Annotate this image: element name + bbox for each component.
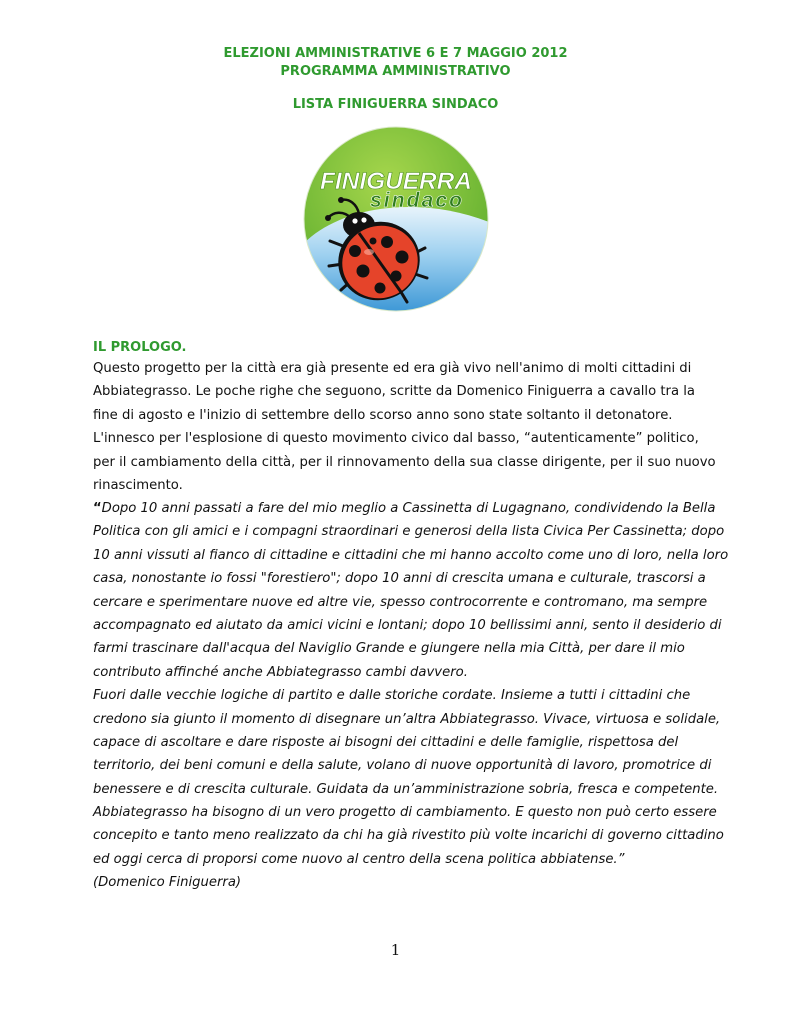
quote-line: farmi trascinare dall'acqua del Naviglio Grande e giungere nella mia Città, per dare il mio	[93, 641, 685, 657]
logo-text-finiguerra: FINIGUERRA	[320, 168, 472, 195]
quote-line: (Domenico Finiguerra)	[93, 875, 242, 891]
quote-line: ed oggi cerca di proporsi come nuovo al centro della scena politica abbiatense.”	[93, 851, 625, 867]
intro-line: fine di agosto e l'inizio di settembre dello scorso anno sono state soltanto il detonatore.	[93, 407, 673, 423]
quote-line: Abbiategrasso ha bisogno di un vero progetto di cambiamento. E questo non può certo essere	[93, 805, 717, 821]
header-title-line-1: ELEZIONI AMMINISTRATIVE 6 E 7 MAGGIO 2012	[223, 46, 568, 61]
quote-line: concepito e tanto meno realizzato da chi ha già rivestito più volte incarichi di governo cittadino	[93, 828, 724, 844]
quote-line: casa, nonostante io fossi "forestiero"; dopo 10 anni di crescita umana e culturale, trascorsi a	[93, 571, 706, 587]
intro-line: per il cambiamento della città, per il rinnovamento della sua classe dirigente, per il suo nuovo	[93, 454, 716, 470]
quote-line: territorio, dei beni comuni e della salute, volano di nuove opportunità di lavoro, promotrice di	[93, 758, 712, 774]
header-title-line-2: PROGRAMMA AMMINISTRATIVO	[280, 64, 511, 79]
quote-line: Fuori dalle vecchie logiche di partito e dalle storiche cordate. Insieme a tutti i cittadini che	[93, 688, 691, 704]
quote-line: 10 anni vissuti al fianco di cittadine e cittadini che mi hanno accolto come uno di loro, nella loro	[93, 547, 729, 563]
quote-block	[93, 497, 729, 895]
intro-line: L'innesco per l'esplosione di questo movimento civico dal basso, “autenticamente” politico,	[93, 431, 699, 447]
quote-line: credono sia giunto il momento di disegnare un’altra Abbiategrasso. Vivace, virtuosa e solidale,	[93, 711, 721, 727]
quote-line: capace di ascoltare e dare risposte ai bisogni dei cittadini e delle famiglie, rispettosa del	[93, 734, 679, 750]
quote-line	[93, 497, 716, 520]
quote-line: Politica con gli amici e i compagni straordinari e generosi della lista Civica Per Cassinetta; dopo	[93, 524, 725, 540]
quote-line: cercare e sperimentare nuove ed altre vie, spesso controcorrente e contromano, ma sempre	[93, 594, 708, 610]
quote-line-text: Dopo 10 anni passati a fare del mio meglio a Cassinetta di Lugagnano, condividendo la Bella	[101, 501, 716, 516]
intro-line: Abbiategrasso. Le poche righe che seguono, scritte da Domenico Finiguerra a cavallo tra la	[93, 384, 695, 400]
intro-line: rinascimento.	[93, 477, 183, 493]
quote-line: accompagnato ed aiutato da amici vicini e lontani; dopo 10 bellissimi anni, sento il desiderio di	[93, 617, 722, 633]
logo-text-sindaco: sindaco	[370, 189, 462, 212]
quote-line: benessere e di crescita culturale. Guidata da un’amministrazione sobria, fresca e competente.	[93, 781, 719, 797]
intro-paragraph	[93, 357, 716, 497]
quote-line: contributo affinché anche Abbiategrasso cambi davvero.	[93, 664, 468, 680]
page-number: 1	[390, 941, 401, 959]
open-quote-mark: “	[93, 501, 102, 516]
finiguerra-sindaco-logo	[303, 126, 489, 312]
header-list-name: LISTA FINIGUERRA SINDACO	[292, 97, 499, 112]
section-title: IL PROLOGO.	[93, 340, 187, 355]
intro-line: Questo progetto per la città era già presente ed era già vivo nell'animo di molti cittadini di	[93, 361, 692, 376]
